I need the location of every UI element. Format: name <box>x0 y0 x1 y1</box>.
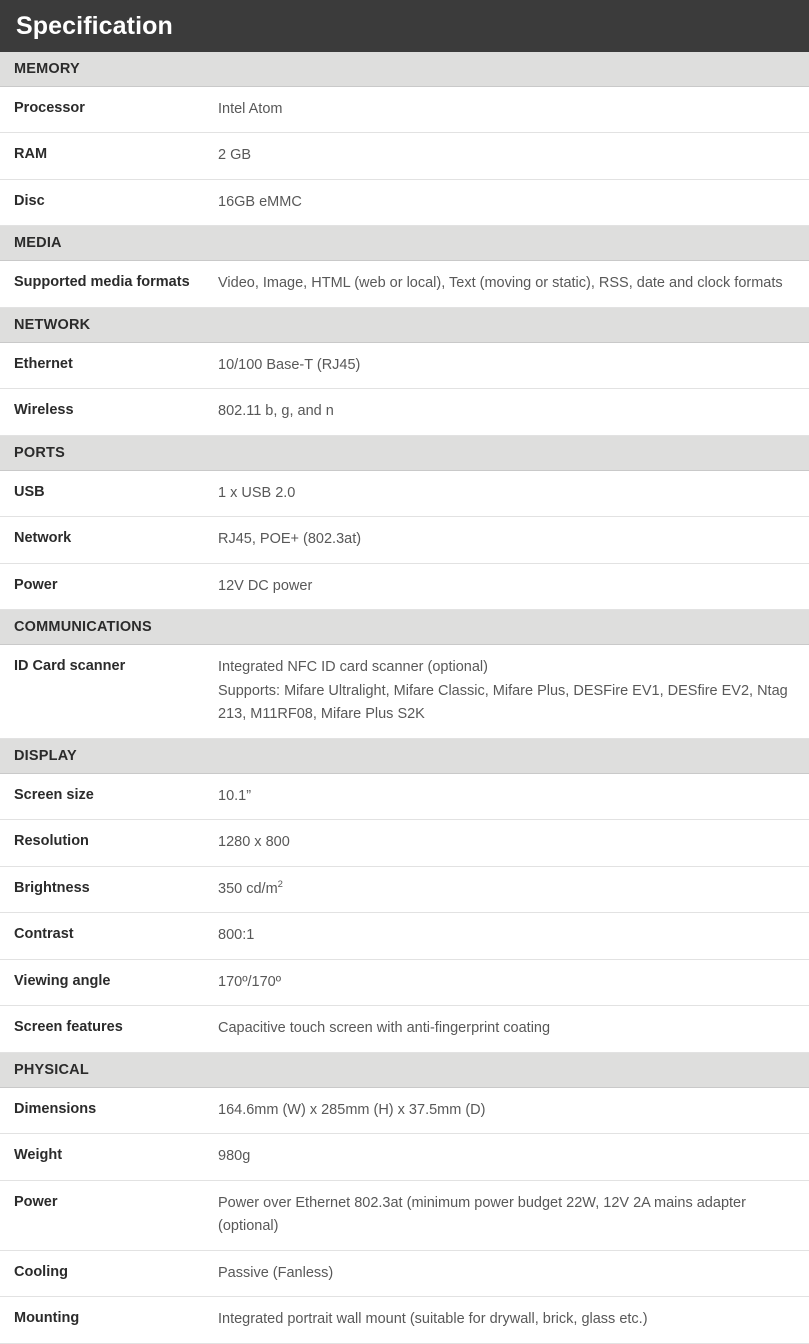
spec-row <box>0 179 809 225</box>
spec-value <box>210 1006 809 1052</box>
section-header-row <box>0 610 809 645</box>
spec-row <box>0 133 809 179</box>
section-header-row <box>0 307 809 342</box>
section-header-row <box>0 738 809 773</box>
spec-value-line: Intel Atom <box>218 101 283 117</box>
specification-title-bar <box>0 0 809 52</box>
spec-value <box>210 563 809 609</box>
spec-value-superscript: 2 <box>277 878 283 890</box>
spec-value <box>210 1250 809 1296</box>
spec-value <box>210 470 809 516</box>
spec-value <box>210 1087 809 1133</box>
spec-value <box>210 820 809 866</box>
spec-value <box>210 645 809 738</box>
spec-row <box>0 342 809 388</box>
spec-value-line: 800:1 <box>218 927 255 944</box>
spec-label: Screen features <box>0 1006 210 1052</box>
section-header-label: DISPLAY <box>0 738 809 773</box>
spec-value-line: Capacitive touch screen with anti-fingerprint coating <box>218 1020 551 1037</box>
spec-label: Dimensions <box>0 1087 210 1133</box>
specification-table-body <box>0 0 809 52</box>
spec-label: Weight <box>0 1134 210 1180</box>
spec-row <box>0 913 809 959</box>
spec-value <box>210 913 809 959</box>
spec-value <box>210 261 809 307</box>
spec-row <box>0 261 809 307</box>
section-header-label: PHYSICAL <box>0 1052 809 1087</box>
spec-value <box>210 87 809 133</box>
spec-row <box>0 517 809 563</box>
spec-value-line: Integrated NFC ID card scanner (optional) <box>218 659 488 676</box>
section-header-row <box>0 226 809 261</box>
spec-label: Cooling <box>0 1250 210 1296</box>
spec-value-line: 1 x USB 2.0 <box>218 484 296 501</box>
spec-label: Mounting <box>0 1297 210 1343</box>
spec-value <box>210 389 809 435</box>
spec-value <box>210 1134 809 1180</box>
spec-row <box>0 87 809 133</box>
spec-value-line: 164.6mm (W) x 285mm (H) x 37.5mm (D) <box>218 1101 486 1118</box>
spec-row <box>0 1006 809 1052</box>
section-header-label: COMMUNICATIONS <box>0 610 809 645</box>
spec-label: Contrast <box>0 913 210 959</box>
spec-label: USB <box>0 470 210 516</box>
spec-row <box>0 1250 809 1296</box>
spec-label: Screen size <box>0 773 210 819</box>
spec-value <box>210 1297 809 1343</box>
spec-value-line: 12V DC power <box>218 577 313 594</box>
spec-value <box>210 773 809 819</box>
spec-value <box>210 1180 809 1250</box>
spec-row <box>0 389 809 435</box>
spec-row <box>0 1180 809 1250</box>
spec-value-line: 10.1” <box>218 787 252 804</box>
spec-row <box>0 820 809 866</box>
spec-row <box>0 773 809 819</box>
spec-label: Brightness <box>0 866 210 912</box>
spec-label: Network <box>0 517 210 563</box>
page-title-cell <box>0 0 809 52</box>
section-header-row <box>0 1052 809 1087</box>
spec-row <box>0 563 809 609</box>
spec-value <box>210 342 809 388</box>
spec-label: RAM <box>0 133 210 179</box>
spec-value-line: 10/100 Base-T (RJ45) <box>218 356 361 373</box>
spec-value-line <box>218 878 793 901</box>
spec-value-line: 170º/170º <box>218 973 282 990</box>
spec-value-line: 980g <box>218 1148 251 1165</box>
section-header-label: PORTS <box>0 435 809 470</box>
spec-label: Power <box>0 563 210 609</box>
spec-value-line: Supports: Mifare Ultralight, Mifare Classic, Mifare Plus, DESFire EV1, DESfire EV2, Ntag 213, M11RF08, Mifare Plus S2K <box>218 682 788 723</box>
spec-value-line: Video, Image, HTML (web or local), Text (moving or static), RSS, date and clock formats <box>218 275 783 292</box>
spec-label: Resolution <box>0 820 210 866</box>
spec-row <box>0 1134 809 1180</box>
section-header-row <box>0 52 809 87</box>
section-header-label: MEDIA <box>0 226 809 261</box>
page-title: Specification <box>16 11 173 40</box>
spec-value-line: 16GB eMMC <box>218 193 302 210</box>
spec-label: Processor <box>0 87 210 133</box>
spec-value-line: 2 GB <box>218 147 252 164</box>
specification-rows <box>0 52 809 1343</box>
spec-value-line: Power over Ethernet 802.3at (minimum power budget 22W, 12V 2A mains adapter (optional) <box>218 1194 746 1235</box>
section-header-label: MEMORY <box>0 52 809 87</box>
spec-value-text: 350 cd/m <box>218 880 278 897</box>
spec-row <box>0 470 809 516</box>
spec-row <box>0 866 809 912</box>
section-header-row <box>0 435 809 470</box>
spec-row <box>0 1087 809 1133</box>
spec-value <box>210 866 809 912</box>
spec-label: Ethernet <box>0 342 210 388</box>
spec-value <box>210 959 809 1005</box>
spec-row <box>0 645 809 738</box>
spec-label: Supported media formats <box>0 261 210 307</box>
spec-label: Wireless <box>0 389 210 435</box>
spec-value <box>210 179 809 225</box>
section-header-label: NETWORK <box>0 307 809 342</box>
spec-value-line: 802.11 b, g, and n <box>218 403 334 420</box>
spec-label: ID Card scanner <box>0 645 210 738</box>
spec-value <box>210 517 809 563</box>
spec-row <box>0 1297 809 1343</box>
spec-value-line: 1280 x 800 <box>218 834 290 851</box>
spec-row <box>0 959 809 1005</box>
spec-label: Power <box>0 1180 210 1250</box>
spec-label: Viewing angle <box>0 959 210 1005</box>
spec-value-line: Passive (Fanless) <box>218 1264 334 1281</box>
spec-label: Disc <box>0 179 210 225</box>
spec-value-line: Integrated portrait wall mount (suitable for drywall, brick, glass etc.) <box>218 1311 648 1328</box>
spec-value-line: RJ45, POE+ (802.3at) <box>218 531 362 548</box>
spec-value <box>210 133 809 179</box>
